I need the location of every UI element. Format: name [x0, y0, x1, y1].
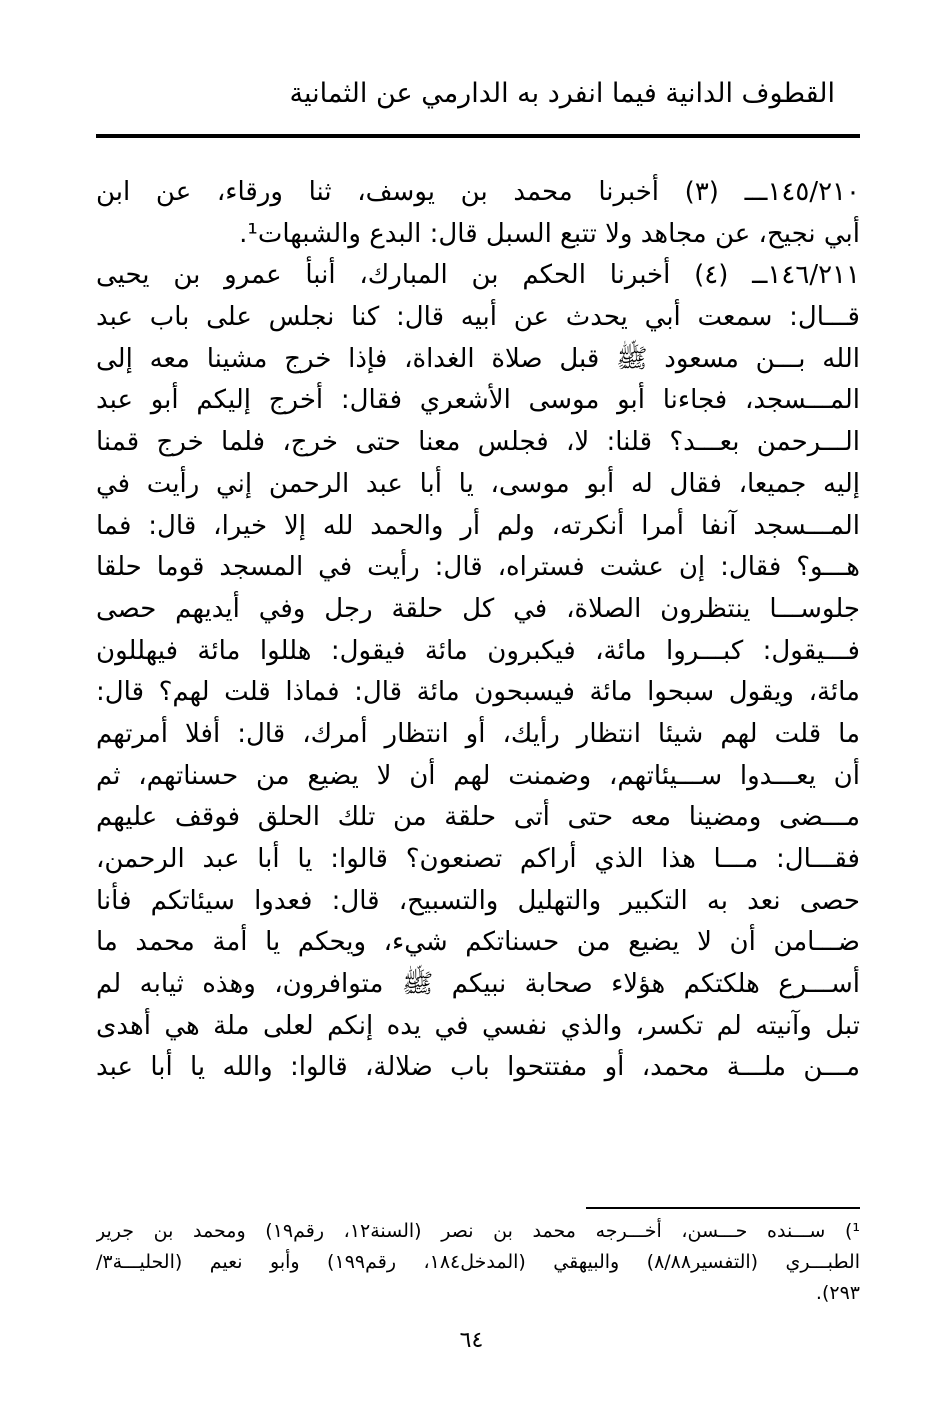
text-line: الله بـــن مسعود ﷺ قبل صلاة الغداة، فإذا خرج مشينا معه إلى — [96, 343, 860, 374]
footnote-rule — [586, 1207, 860, 1209]
text-line: هـــو؟ فقال: إن عشت فستراه، قال: رأيت في المسجد قوما حلقا — [96, 552, 860, 583]
text-line: إليه جميعا، فقال له أبو موسى، يا أبا عبد الرحمن إني رأيت في — [96, 468, 860, 499]
text-line: المـــسجد، فجاءنا أبو موسى الأشعري فقال: أخرج إليكم أبو عبد — [96, 385, 860, 416]
text-line: أن يعـــدوا ســـيئاتهم، وضمنت لهم أن لا يضيع من حسناتهم، ثم — [96, 760, 860, 791]
page-number: ٦٤ — [459, 1328, 484, 1353]
text-line: أســـرع هلكتكم هؤلاء صحابة نبيكم ﷺ متوافرون، وهذه ثيابه لم — [96, 969, 860, 1000]
footnote-line: ٢٩٣). — [815, 1282, 860, 1304]
text-line: جلوســـا ينتظرون الصلاة، في كل حلقة رجل وفي أيديهم حصى — [96, 593, 860, 624]
text-line: أبي نجيح، عن مجاهد ولا تتبع السبل قال: البدع والشبهات¹. — [239, 218, 860, 249]
text-line: مـــضى ومضينا معه حتى أتى حلقة من تلك الحلق فوقف عليهم — [96, 802, 860, 833]
text-line: ضـــامن أن لا يضيع من حسناتكم شيء، ويحكم يا أمة محمد ما — [96, 927, 860, 958]
text-line: حصى نعد به التكبير والتهليل والتسبيح، قال: فعدوا سيئاتكم فأنا — [96, 885, 860, 916]
text-line: ما قلت لهم شيئا انتظار رأيك، أو انتظار أمرك، قال: أفلا أمرتهم — [96, 718, 860, 749]
text-line: مـــن ملـــة محمد، أو مفتتحوا باب ضلالة، قالوا: والله يا أبا عبد — [96, 1052, 860, 1083]
text-line: تبل وآنيته لم تكسر، والذي نفسي في يده إنكم لعلى ملة هي أهدى — [96, 1010, 860, 1041]
text-line: قـــال: سمعت أبي يحدث عن أبيه قال: كنا نجلس على باب عبد — [96, 302, 860, 333]
text-line: ١٤٦/٢١١ــ (٤) أخبرنا الحكم بن المبارك، أنبأ عمرو بن يحيى — [96, 260, 860, 291]
text-line: المـــسجد آنفا أمرا أنكرته، ولم أر والحمد لله إلا خيرا، قال: فما — [96, 510, 860, 541]
header-rule — [96, 134, 860, 138]
footnotes — [96, 1216, 860, 1309]
footnote-line: الطبـــري (التفسير٨/٨٨) والبيهقي (المدخل١٨٤، رقم١٩٩) وأبو نعيم (الحليـــة٣/ — [96, 1251, 860, 1273]
running-header: القطوف الدانية فيما انفرد به الدارمي عن الثمانية — [289, 78, 835, 109]
footnote-line: ¹) ســـنده حـــسن، أخـــرجه محمد بن نصر (السنة١٢، رقم١٩) ومحمد بن جرير — [96, 1220, 860, 1242]
text-line: الـــرحمن بعـــد؟ قلنا: لا، فجلس معنا حتى خرج، فلما خرج قمنا — [96, 427, 860, 458]
text-line: مائة، ويقول سبحوا مائة فيسبحون مائة قال: فماذا قلت لهم؟ قال: — [96, 677, 860, 708]
text-line: ١٤٥/٢١٠ـــ (٣) أخبرنا محمد بن يوسف، ثنا ورقاء، عن ابن — [96, 177, 860, 207]
text-line: فقـــال: مـــا هذا الذي أراكم تصنعون؟ قالوا: يا أبا عبد الرحمن، — [96, 844, 860, 874]
main-text — [96, 172, 860, 1089]
text-line: فـــيقول: كبـــروا مائة، فيكبرون مائة فيقول: هللوا مائة فيهللون — [96, 635, 860, 666]
